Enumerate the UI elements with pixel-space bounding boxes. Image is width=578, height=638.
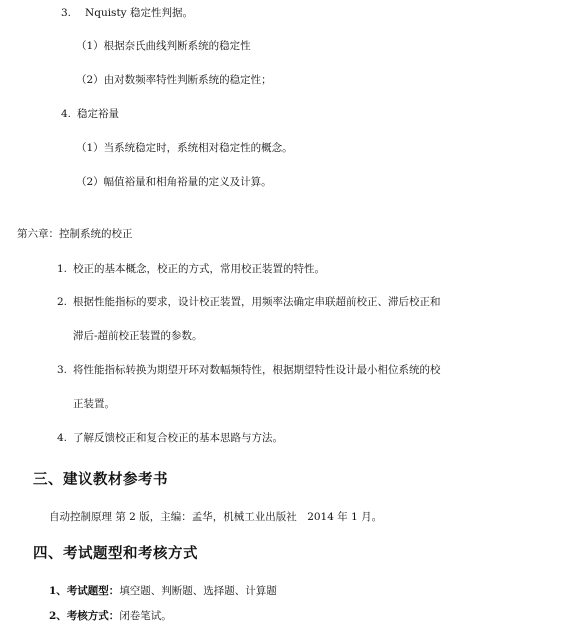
section3-title: 三、建议教材参考书 xyxy=(33,472,168,488)
ch5-item4-sub2: （2）幅值裕量和相角裕量的定义及计算。 xyxy=(76,176,272,188)
ch6-item-3-text-line1: 将性能指标转换为期望开环对数幅频特性，根据期望特性设计最小相位系统的校 xyxy=(73,364,441,376)
ch6-item-3-number: 3. xyxy=(57,364,68,376)
ch6-item-4 xyxy=(57,431,283,445)
section4-item-1 xyxy=(49,584,277,598)
ch5-item3-number: 3. xyxy=(61,7,72,19)
ch5-item4-sub1: （1）当系统稳定时，系统相对稳定性的概念。 xyxy=(76,142,293,154)
ch6-item-2-text-line2: 滞后-超前校正装置的参数。 xyxy=(73,330,203,342)
section4-title: 四、考试题型和考核方式 xyxy=(33,546,198,562)
ch5-item3-sub1: （1）根据奈氏曲线判断系统的稳定性 xyxy=(76,40,251,52)
ch6-item-2-number: 2. xyxy=(57,296,68,308)
ch6-item-1 xyxy=(57,262,325,276)
ch5-item3-sub2: （2）由对数频率特性判断系统的稳定性； xyxy=(76,74,272,86)
section4-item-2-value: 闭卷笔试。 xyxy=(119,610,172,622)
ch6-item-2-text-line1: 根据性能指标的要求，设计校正装置，用频率法确定串联超前校正、滞后校正和 xyxy=(73,296,441,308)
ch5-item3-text: Nquisty 稳定性判据。 xyxy=(85,7,193,19)
section3-reference-book: 自动控制原理 第 2 版，主编：孟华，机械工业出版社 2014 年 1 月。 xyxy=(49,511,383,523)
ch6-item-4-text: 了解反馈校正和复合校正的基本思路与方法。 xyxy=(73,432,284,444)
ch6-item-3 xyxy=(57,363,441,377)
ch6-item-1-text: 校正的基本概念，校正的方式，常用校正装置的特性。 xyxy=(73,263,326,275)
section4-item-2 xyxy=(49,609,172,623)
ch5-item4 xyxy=(61,107,119,121)
section4-item-1-value: 填空题、判断题、选择题、计算题 xyxy=(119,585,277,597)
ch6-item-2 xyxy=(57,295,441,309)
section4-item-1-label: 1、考试题型： xyxy=(49,585,120,597)
ch5-item3 xyxy=(61,6,193,20)
ch6-title: 第六章：控制系统的校正 xyxy=(17,228,133,240)
ch5-item4-text: 稳定裕量 xyxy=(77,108,120,120)
ch6-item-3-text-line2: 正装置。 xyxy=(73,398,115,410)
ch6-item-4-number: 4. xyxy=(57,432,68,444)
ch5-item4-number: 4. xyxy=(61,108,72,120)
section4-item-2-label: 2、考核方式： xyxy=(49,610,120,622)
ch6-item-1-number: 1. xyxy=(57,263,68,275)
